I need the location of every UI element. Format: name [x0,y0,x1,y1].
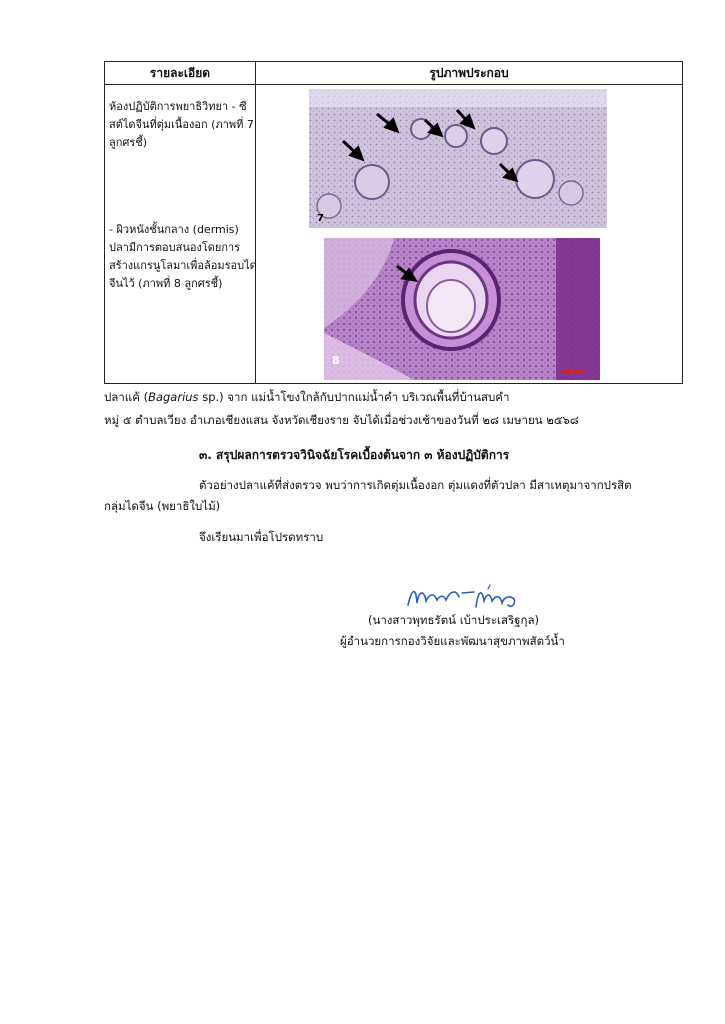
signer-title: ผู้อำนวยการกองวิจัยและพัฒนาสุขภาพสัตว์น้ำ [340,634,565,648]
closing-line: จึงเรียนมาเพื่อโปรดทราบ [199,530,324,544]
line1-prefix: ปลาแค้ ( [104,390,149,404]
summary-paragraph-line-2: กลุ่มไดจีน (พยาธิใบไม้) [104,499,221,513]
histology-figure-7 [309,89,607,228]
section-heading: ๓. สรุปผลการตรวจวินิจฉัยโรคเบื้องต้นจาก ๓ ห้องปฏิบัติการ [199,448,510,462]
figure-7-label: 7 [317,213,324,224]
signer-name: (นางสาวพุทธรัตน์ เบ้าประเสริฐกุล) [368,613,540,627]
line1-suffix: sp.) จาก แม่น้ำโขงใกล้กับปากแม่น้ำคำ บริเวณพื้นที่บ้านสบคำ [198,390,510,404]
signature-image [404,583,524,613]
histology-figure-8 [324,238,600,380]
image-cell [256,85,683,384]
header-images: รูปภาพประกอบ [256,62,683,85]
histology-image-8 [324,238,600,380]
summary-paragraph-line-1: ตัวอย่างปลาแค้ที่ส่งตรวจ พบว่าการเกิดตุ่มเนื้องอก ตุ่มแดงที่ตัวปลา มีสาเหตุมาจากปรสิต [199,478,632,492]
sample-location-line-2: หมู่ ๕ ตำบลเวียง อำเภอเชียงแสน จังหวัดเชียงราย จับได้เมื่อช่วงเช้าของวันที่ ๒๘ เมษายน ๒๕๖๘ [104,413,579,427]
table-row [105,85,683,384]
species-name: Bagarius [148,390,199,404]
description-cell [105,85,256,384]
figure-8-label: 8 [332,354,340,367]
pathology-description: ห้องปฏิบัติการพยาธิวิทยา - ซีสต์ไดจีนที่ตุ่มเนื้องอก (ภาพที่ 7 ลูกศรชี้) [109,100,254,149]
handwritten-signature [404,583,524,613]
detail-table [104,61,683,384]
sample-location-line-1 [104,388,509,406]
table-header-row [105,62,683,85]
histology-image-7 [309,89,607,228]
dermis-description: - ผิวหนังชั้นกลาง (dermis) ปลามีการตอบสนองโดยการสร้างแกรนูโลมาเพื่อล้อมรอบไดจีนไว้ (ภาพที่ 8 ลูกศรชี้) [109,223,257,290]
scale-bar [562,370,584,373]
header-details: รายละเอียด [105,62,256,85]
